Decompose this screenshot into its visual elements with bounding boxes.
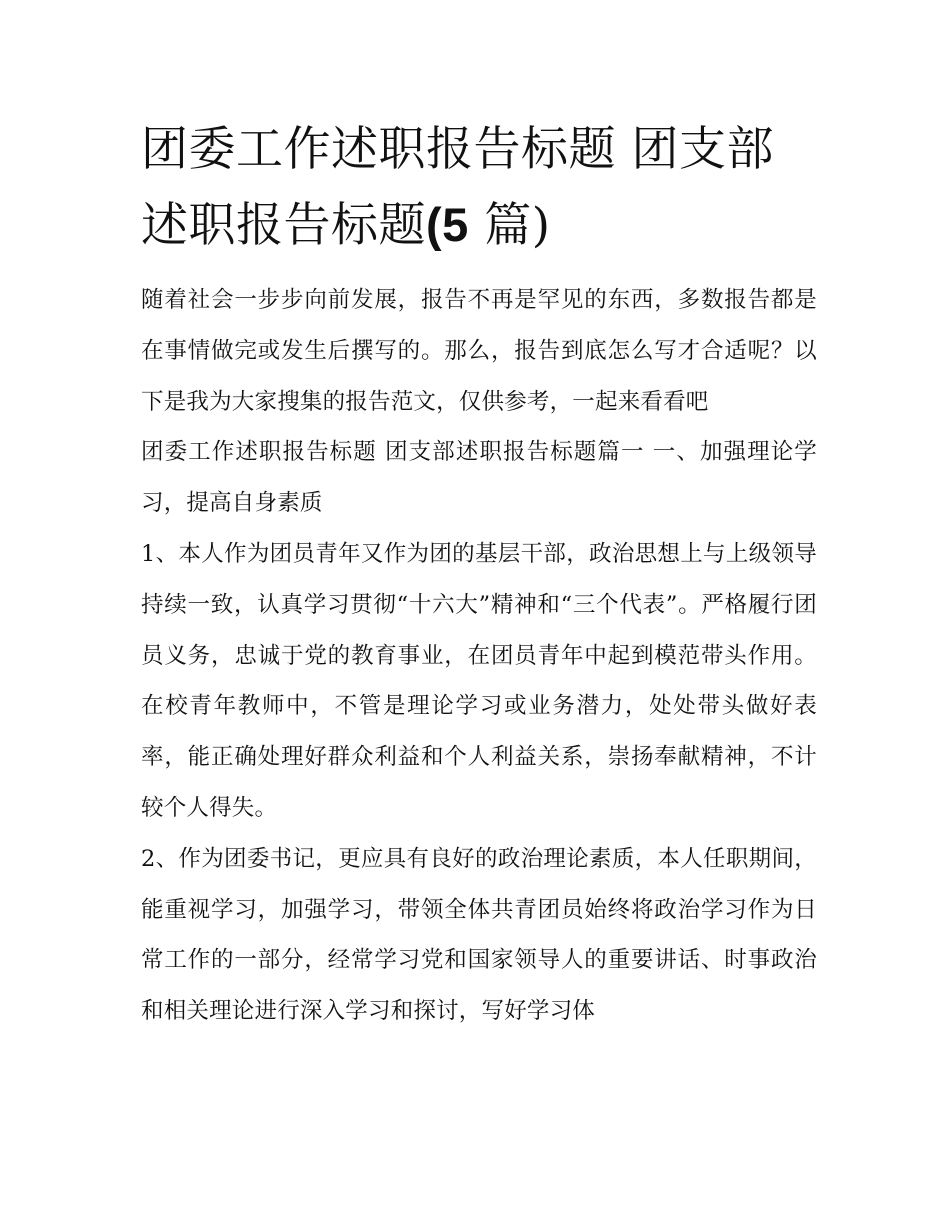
intro-paragraph: 随着社会一步步向前发展，报告不再是罕见的东西，多数报告都是在事情做完或发生后撰写的。那么，报告到底怎么写才合适呢？以下是我为大家搜集的报告范文，仅供参考，一起来看看吧 [141,287,817,415]
title-line-2-prefix: 述职报告标题 [141,198,426,253]
title-line-1: 团委工作述职报告标题 团支部 [141,122,774,177]
title-line-2-number: (5 [426,198,469,251]
title-line-2-suffix: 篇) [468,198,551,253]
section-heading-paragraph: 团委工作述职报告标题 团支部述职报告标题篇一 一、加强理论学习，提高自身素质 [141,439,817,517]
item-2-paragraph: 2、作为团委书记，更应具有良好的政治理论素质，本人任职期间，能重视学习，加强学习，带领全体共青团员始终将政治学习作为日常工作的一部分，经常学习党和国家领导人的重要讲话、时事政治和相关理论进行深入学习和探讨，写好学习体 [141,845,817,1025]
document-body [141,112,817,1037]
item-1-paragraph: 1、本人作为团员青年又作为团的基层干部，政治思想上与上级领导持续一致，认真学习贯彻“十六大”精神和“三个代表”。严格履行团员义务，忠诚于党的教育事业，在团员青年中起到模范带头作用。在校青年教师中，不管是理论学习或业务潜力，处处带头做好表率，能正确处理好群众利益和个人利益关系，崇扬奉献精神，不计较个人得失。 [141,540,817,821]
document-title [141,112,817,263]
